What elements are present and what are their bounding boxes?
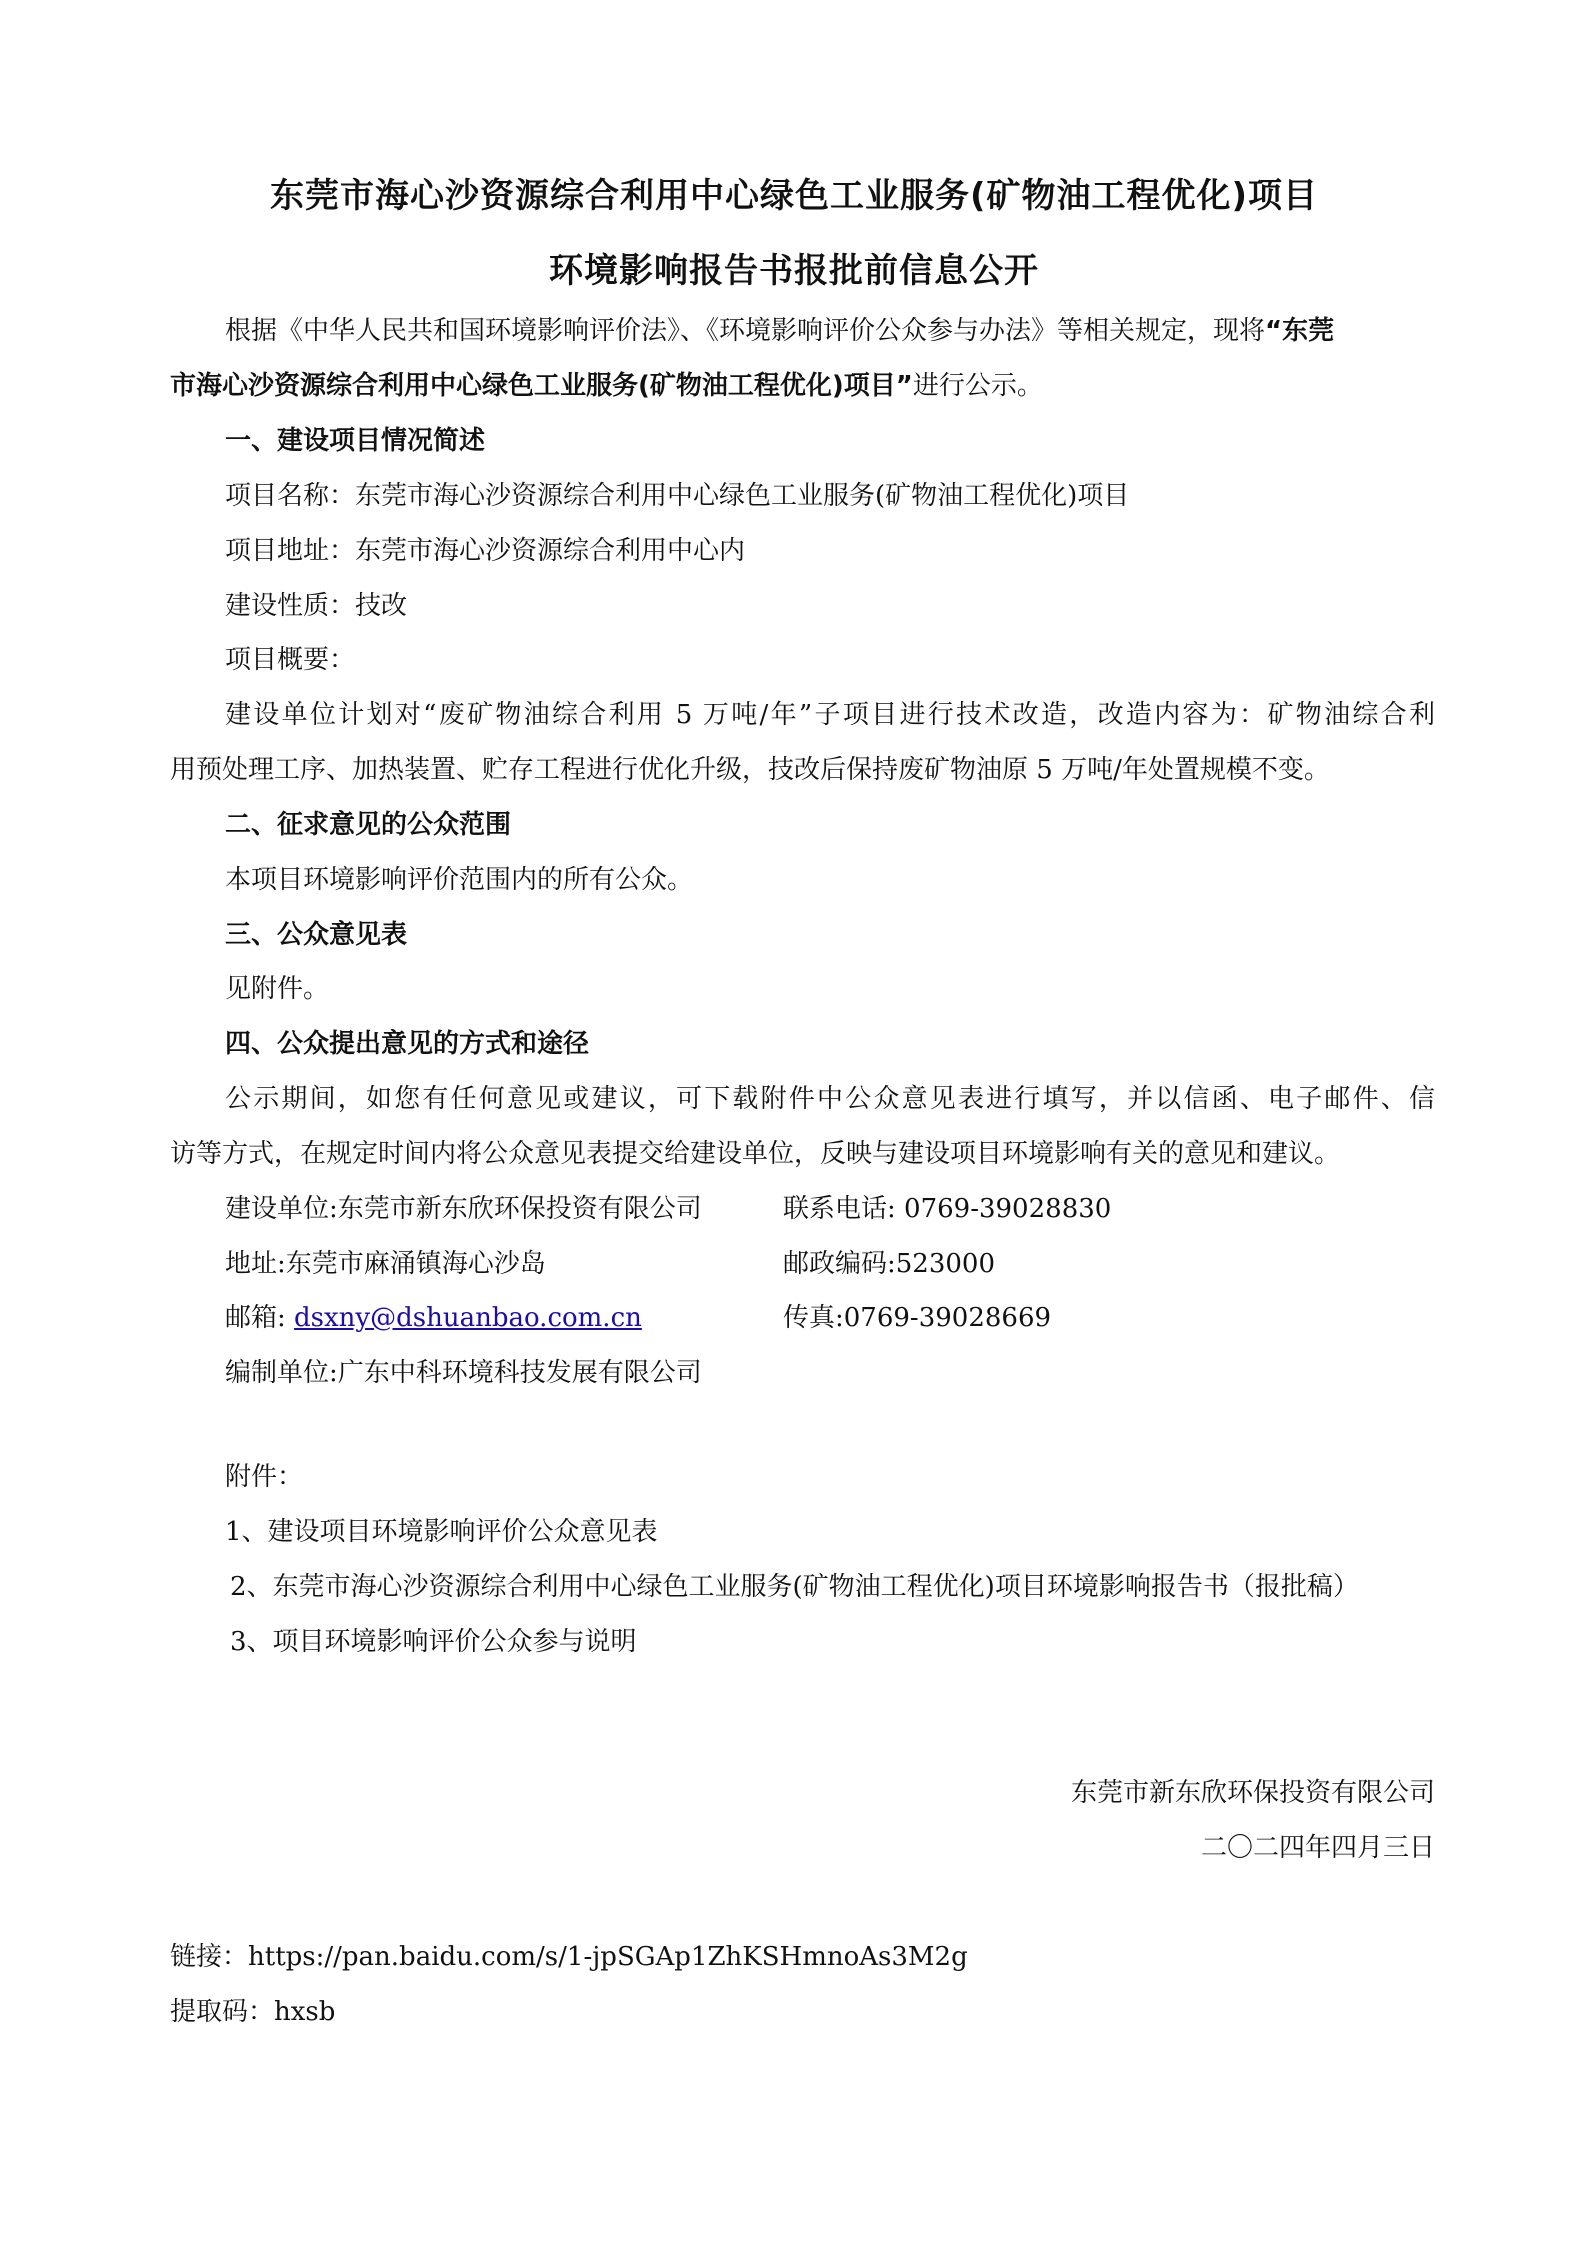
intro-line1 bbox=[225, 314, 1334, 348]
signature-company: 东莞市新东欣环保投资有限公司 bbox=[1070, 1778, 1435, 1808]
intro-text-end: 进行公示。 bbox=[912, 371, 1043, 401]
download-link[interactable]: 链接：https://pan.baidu.com/s/1-jpSGAp1ZhKSHmnoAs3M2g bbox=[170, 1942, 968, 1972]
email-link[interactable]: dsxny@dshuanbao.com.cn bbox=[294, 1303, 642, 1333]
section4-line2: 访等方式，在规定时间内将公众意见表提交给建设单位，反映与建设项目环境影响有关的意见和建议。 bbox=[170, 1139, 1341, 1169]
compiling-unit: 编制单位:广东中科环境科技发展有限公司 bbox=[225, 1358, 702, 1388]
project-name: 项目名称：东莞市海心沙资源综合利用中心绿色工业服务(矿物油工程优化)项目 bbox=[225, 481, 1130, 511]
section1-heading: 一、建设项目情况简述 bbox=[225, 426, 486, 456]
section3-body: 见附件。 bbox=[225, 974, 330, 1004]
postcode: 邮政编码:523000 bbox=[783, 1249, 996, 1279]
section3-heading: 三、公众意见表 bbox=[225, 920, 408, 950]
section4-line1: 公示期间，如您有任何意见或建议，可下载附件中公众意见表进行填写，并以信函、电子邮件、信 bbox=[225, 1084, 1435, 1114]
document-title-line1: 东莞市海心沙资源综合利用中心绿色工业服务(矿物油工程优化)项目 bbox=[269, 176, 1319, 216]
attachments-label: 附件： bbox=[225, 1462, 304, 1492]
attachment-item: 2、东莞市海心沙资源综合利用中心绿色工业服务(矿物油工程优化)项目环境影响报告书（报批稿） bbox=[230, 1572, 1359, 1602]
document-title-line2: 环境影响报告书报批前信息公开 bbox=[549, 251, 1039, 291]
contact-phone: 联系电话: 0769-39028830 bbox=[783, 1194, 1112, 1224]
project-overview-label: 项目概要： bbox=[225, 645, 356, 675]
extraction-code: 提取码：hxsb bbox=[170, 1997, 336, 2027]
signature-date: 二〇二四年四月三日 bbox=[1200, 1833, 1435, 1863]
project-overview-line1: 建设单位计划对“废矿物油综合利用 5 万吨/年”子项目进行技术改造，改造内容为：矿物油综合利 bbox=[225, 700, 1435, 730]
section2-heading: 二、征求意见的公众范围 bbox=[225, 810, 512, 840]
intro-line2 bbox=[170, 369, 1043, 403]
attachment-item: 1、建设项目环境影响评价公众意见表 bbox=[225, 1517, 658, 1547]
email-label: 邮箱: bbox=[225, 1303, 295, 1333]
intro-text: 根据《中华人民共和国环境影响评价法》、《环境影响评价公众参与办法》等相关规定，现将 bbox=[225, 316, 1266, 346]
construction-nature: 建设性质：技改 bbox=[225, 591, 408, 621]
fax: 传真:0769-39028669 bbox=[783, 1303, 1052, 1333]
section2-body: 本项目环境影响评价范围内的所有公众。 bbox=[225, 865, 694, 895]
project-overview-line2: 用预处理工序、加热装置、贮存工程进行优化升级，技改后保持废矿物油原 5 万吨/年处置规模不变。 bbox=[170, 755, 1330, 785]
intro-project-name: 市海心沙资源综合利用中心绿色工业服务(矿物油工程优化)项目” bbox=[170, 371, 913, 401]
construction-unit: 建设单位:东莞市新东欣环保投资有限公司 bbox=[225, 1194, 702, 1224]
email-row bbox=[225, 1301, 642, 1335]
attachment-item: 3、项目环境影响评价公众参与说明 bbox=[230, 1627, 637, 1657]
project-address: 项目地址：东莞市海心沙资源综合利用中心内 bbox=[225, 536, 746, 566]
intro-project-name-start: “东莞 bbox=[1265, 316, 1335, 346]
section4-heading: 四、公众提出意见的方式和途径 bbox=[225, 1029, 590, 1059]
contact-address: 地址:东莞市麻涌镇海心沙岛 bbox=[225, 1249, 546, 1279]
